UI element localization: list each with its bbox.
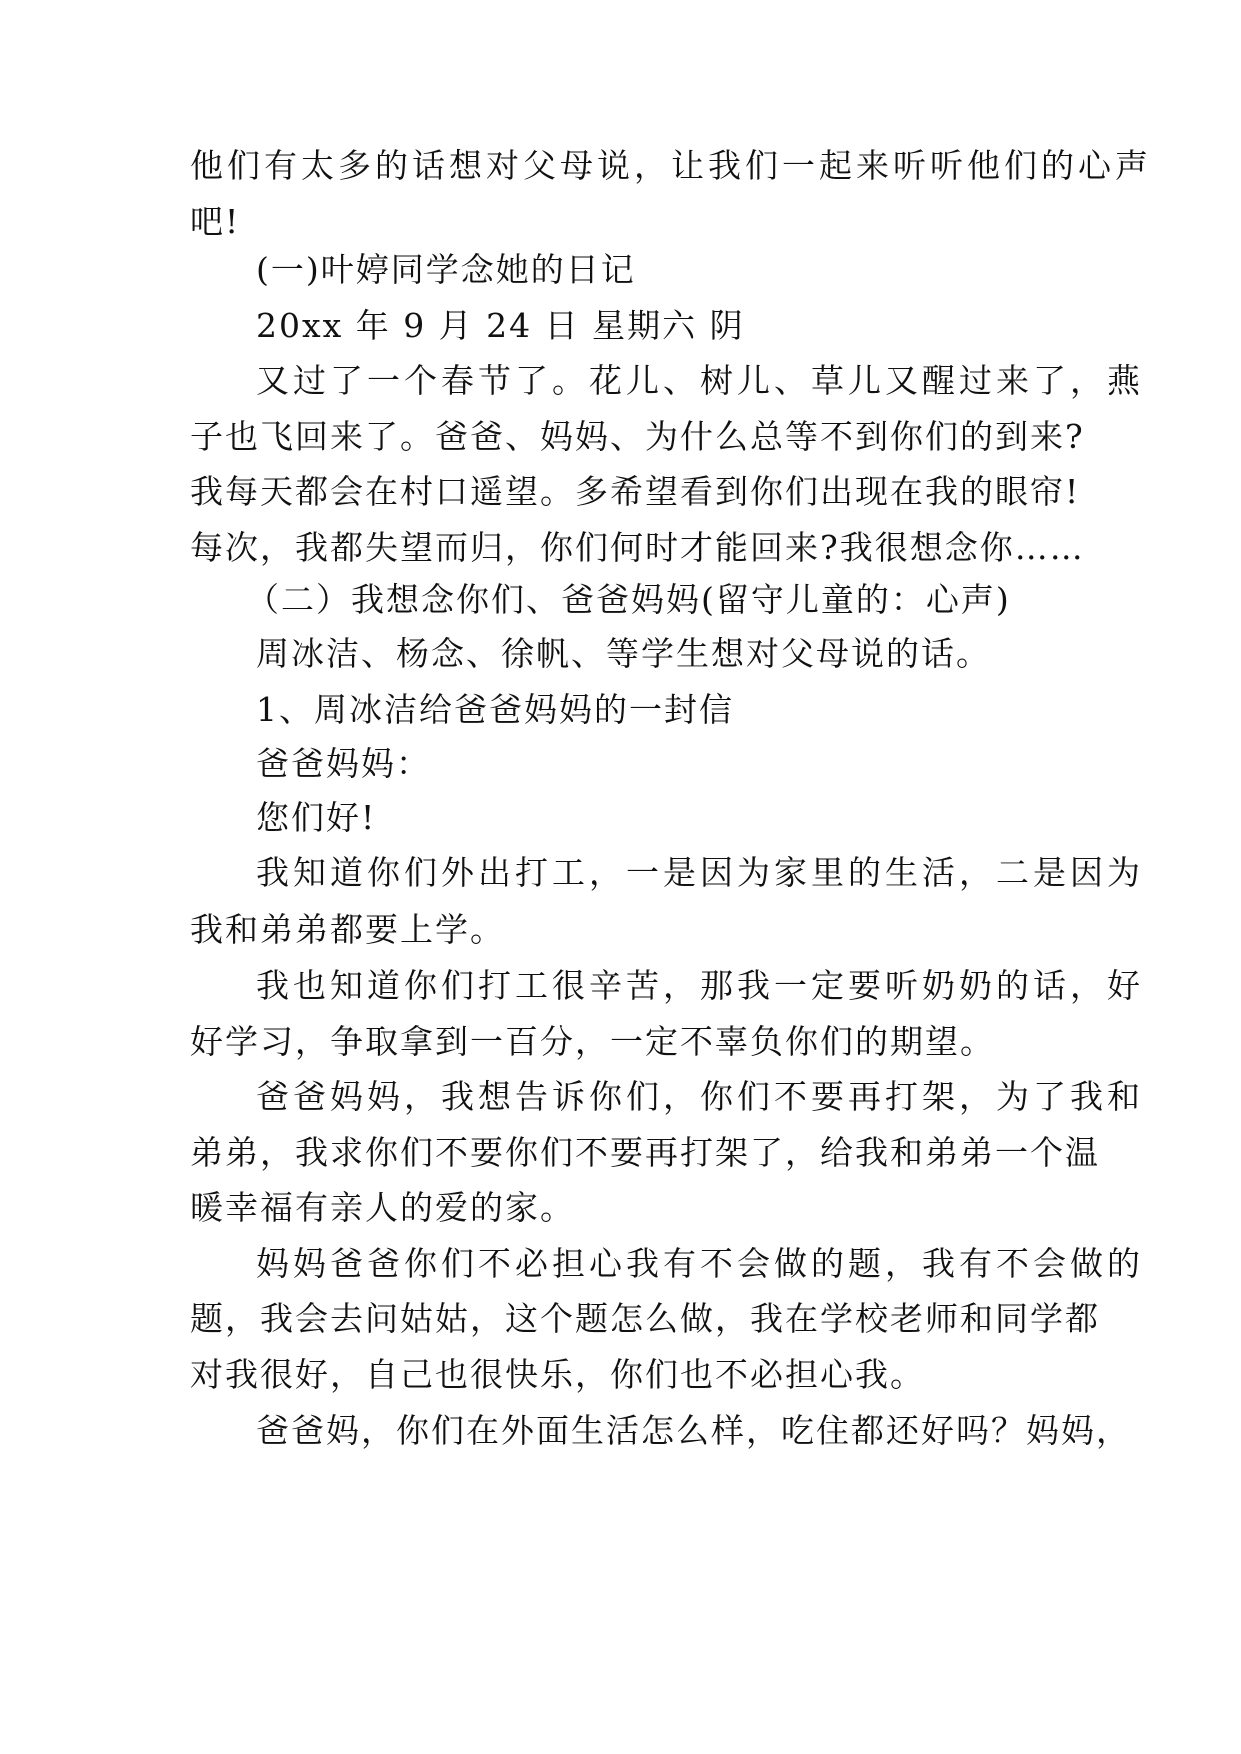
text-line-8: 每次，我都失望而归，你们何时才能回来?我很想念你……: [190, 528, 1085, 567]
text-line-10: 周冰洁、杨念、徐帆、等学生想对父母说的话。: [256, 634, 991, 673]
text-line-24: 爸爸妈，你们在外面生活怎么样，吃住都还好吗？妈妈，: [256, 1411, 1131, 1450]
text-line-22: 题，我会去问姑姑，这个题怎么做，我在学校老师和同学都: [190, 1299, 1100, 1338]
text-line-21: 妈妈爸爸你们不必担心我有不会做的题，我有不会做的: [256, 1244, 1144, 1283]
letter-salutation: 爸爸妈妈：: [256, 744, 431, 783]
diary-date: 20xx 年 9 月 24 日 星期六 阴: [256, 306, 745, 345]
letter-greeting: 您们好!: [256, 798, 377, 837]
text-line-16: 我也知道你们打工很辛苦，那我一定要听奶奶的话，好: [256, 966, 1144, 1005]
text-line-20: 暖幸福有亲人的爱的家。: [190, 1188, 575, 1227]
text-line-1: 他们有太多的话想对父母说，让我们一起来听听他们的心声: [190, 146, 1152, 185]
text-line-15: 我和弟弟都要上学。: [190, 910, 505, 949]
section-heading-1: (一)叶婷同学念她的日记: [256, 250, 636, 289]
text-line-18: 爸爸妈妈，我想告诉你们，你们不要再打架，为了我和: [256, 1077, 1144, 1116]
text-line-14: 我知道你们外出打工，一是因为家里的生活，二是因为: [256, 853, 1144, 892]
text-line-19: 弟弟，我求你们不要你们不要再打架了，给我和弟弟一个温: [190, 1133, 1100, 1172]
text-line-6: 子也飞回来了。爸爸、妈妈、为什么总等不到你们的到来?: [190, 417, 1085, 456]
section-heading-2: （二）我想念你们、爸爸妈妈(留守儿童的：心声): [246, 580, 1011, 619]
text-line-7: 我每天都会在村口遥望。多希望看到你们出现在我的眼帘!: [190, 472, 1081, 511]
text-line-5: 又过了一个春节了。花儿、树儿、草儿又醒过来了，燕: [256, 361, 1144, 400]
text-line-2: 吧!: [190, 202, 241, 241]
text-line-17: 好学习，争取拿到一百分，一定不辜负你们的期望。: [190, 1022, 995, 1061]
text-line-23: 对我很好，自己也很快乐，你们也不必担心我。: [190, 1355, 925, 1394]
letter-title: 1、周冰洁给爸爸妈妈的一封信: [256, 690, 734, 729]
